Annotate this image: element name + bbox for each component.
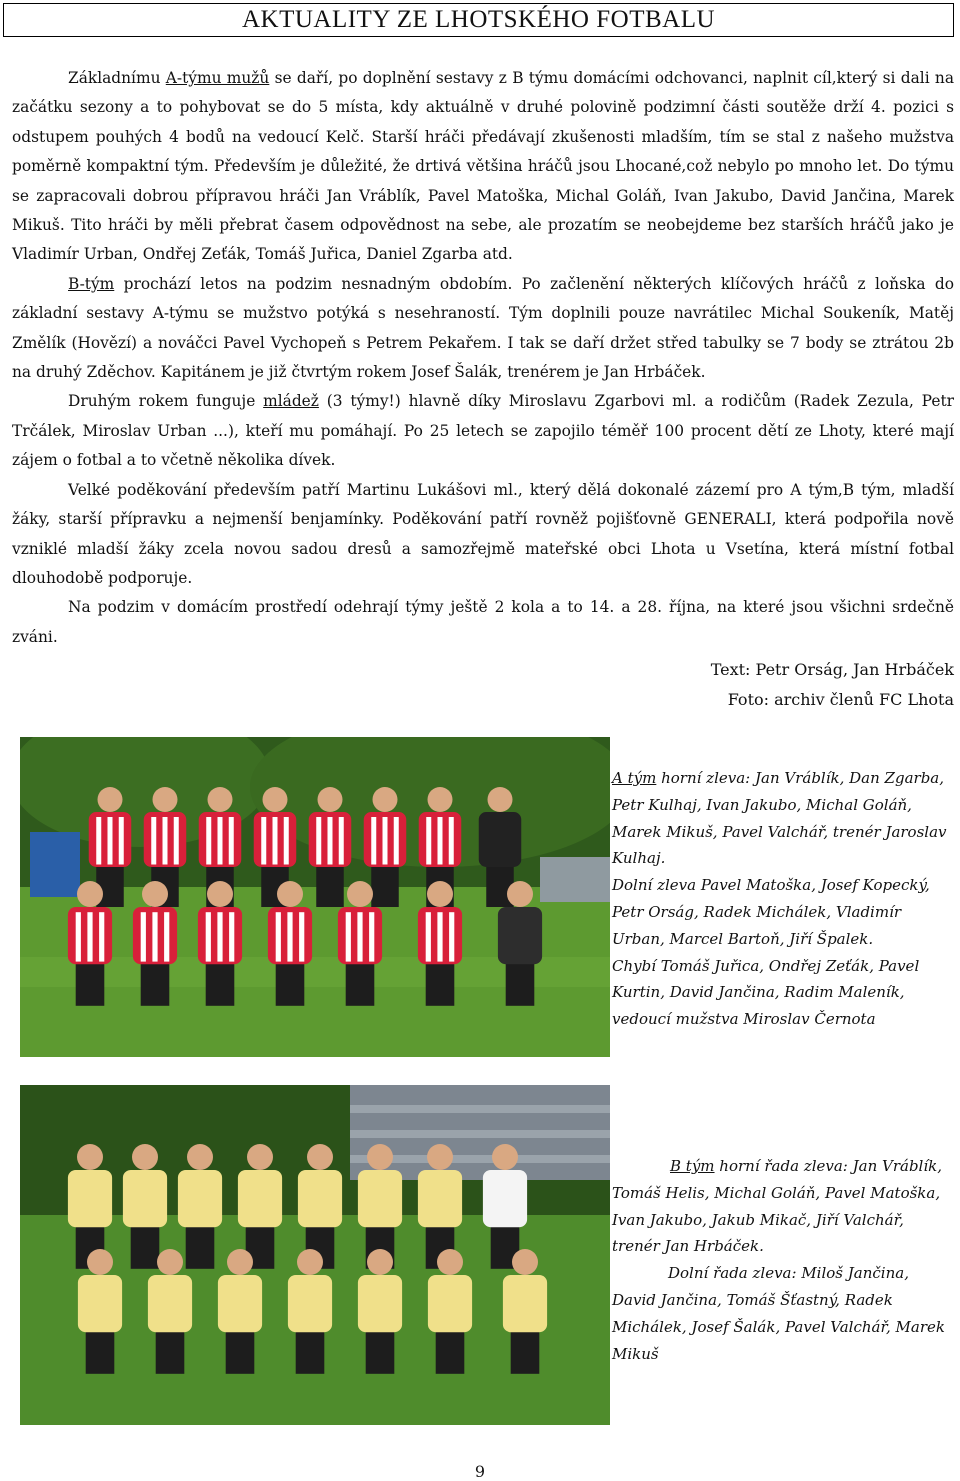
article-body: [12, 64, 954, 652]
b-team-photo-image: [20, 1085, 610, 1425]
b-team-caption-top: horní řada zleva: Jan Vráblík, Tomáš Helis, Michal Goláň, Pavel Matoška, Ivan Jakubo, Jakub Mikač, Jiří Valchář, trenér Jan Hrbáček.: [612, 1157, 943, 1256]
a-team-caption-top: horní zleva: Jan Vráblík, Dan Zgarba, Petr Kulhaj, Ivan Jakubo, Michal Goláň, Marek Mikuš, Pavel Valchář, trenér Jaroslav Kulhaj.: [612, 769, 947, 868]
text-run: (3 týmy!) hlavně díky Miroslavu Zgarbovi ml. a rodičům (Radek Zezula, Petr Trčálek, Miroslav Urban ...), kteří mu pomáhají. Po 25 letech se zapojilo téměř 100 procent dětí ze Lhoty, které mají zájem o fotbal a to včetně několika dívek.: [12, 392, 954, 470]
paragraph-thanks: Velké poděkování především patří Martinu Lukášovi ml., který dělá dokonalé zázemí pro A tým,B tým, mladší žáky, starší přípravku a nejmenší benjamínky. Poděkování patří rovněž pojišťovně GENERALI, která podpořila nově vzniklé mladší žáky zcela novou sadou dresů a samozřejmě mateřské obci Lhota u Vsetína, která místní fotbal dlouhodobě podporuje.: [12, 480, 954, 587]
paragraph-home-games: Na podzim v domácím prostředí odehrají týmy ještě 2 kola a to 14. a 28. října, na které jsou všichni srdečně zváni.: [12, 598, 954, 646]
a-team-photo-image: [20, 737, 610, 1057]
b-team-highlight: B-tým: [68, 274, 115, 293]
paragraph-b-team: [12, 270, 954, 388]
a-team-highlight: A-týmu mužů: [165, 69, 270, 87]
b-team-caption: [612, 1153, 956, 1367]
a-team-caption-bottom: Dolní zleva Pavel Matoška, Josef Kopecký, Petr Orság, Radek Michálek, Vladimír Urban, Marcel Bartoň, Jiří Špalek.: [612, 876, 930, 948]
paragraph-youth: [12, 387, 954, 475]
a-team-photo: [20, 737, 610, 1057]
text-credit: Text: Petr Orság, Jan Hrbáček: [710, 660, 954, 679]
text-run: se daří, po doplnění sestavy z B týmu domácími odchovanci, naplnit cíl,který si dali na začátku sezony a to pohybovat se do 5 místa, kdy aktuálně v druhé polovině podzimní části soutěže drží 4. pozici s odstupem pouhých 4 bodů na vedoucí Kelč. Starší hráči předávají zkušenosti mladším, tím se stal z našeho mužstva poměrně kompaktní tým. Především je důležité, že drtivá většina hráčů jsou Lhocané,což nebylo po mnoho let. Do týmu se zapracovali dobrou přípravou hráči Jan Vráblík, Pavel Matoška, Michal Goláň, Ivan Jakubo, David Jančina, Marek Mikuš. Tito hráči by měli přebrat časem odpovědnost na sebe, ale prozatím se neobejdeme bez starších hráčů jako je Vladimír Urban, Ondřej Zeťák, Tomáš Juřica, Daniel Zgarba atd.: [12, 69, 954, 264]
b-team-caption-bottom: Dolní řada zleva: Miloš Jančina, David Jančina, Tomáš Šťastný, Radek Michálek, Josef Šalák, Pavel Valchář, Marek Mikuš: [612, 1264, 945, 1363]
b-team-caption-label: B tým: [670, 1157, 715, 1175]
text-run: prochází letos na podzim nesnadným obdobím. Po začlenění některých klíčových hráčů z loňska do základní sestavy A-týmu se mužstvo potýká s nesehraností. Tým doplnili pouze navrátilec Michal Soukeník, Matěj Změlík (Hovězí) a nováčci Pavel Vychopeň s Petrem Pekařem. I tak se daří držet střed tabulky se 7 body se ztrátou 2b na druhý Zděchov. Kapitánem je již čtvrtým rokem Josef Šalák, trenérem je Jan Hrbáček.: [12, 274, 954, 382]
youth-highlight: mládež: [263, 392, 319, 411]
page-number: 9: [474, 1462, 486, 1481]
a-team-caption-missing: Chybí Tomáš Juřica, Ondřej Zeťák, Pavel Kurtin, David Jančina, Radim Maleník, vedoucí mužstva Miroslav Černota: [612, 956, 920, 1029]
a-team-caption-label: A tým: [612, 769, 657, 787]
b-team-photo: [20, 1085, 610, 1425]
text-run: Druhým rokem funguje: [68, 392, 264, 411]
a-team-caption: [612, 765, 956, 1033]
paragraph-a-team: [12, 64, 954, 270]
page-title: AKTUALITY ZE LHOTSKÉHO FOTBALU: [3, 3, 954, 37]
photo-credit: Foto: archiv členů FC Lhota: [727, 690, 954, 709]
text-run: Základnímu: [68, 69, 166, 87]
